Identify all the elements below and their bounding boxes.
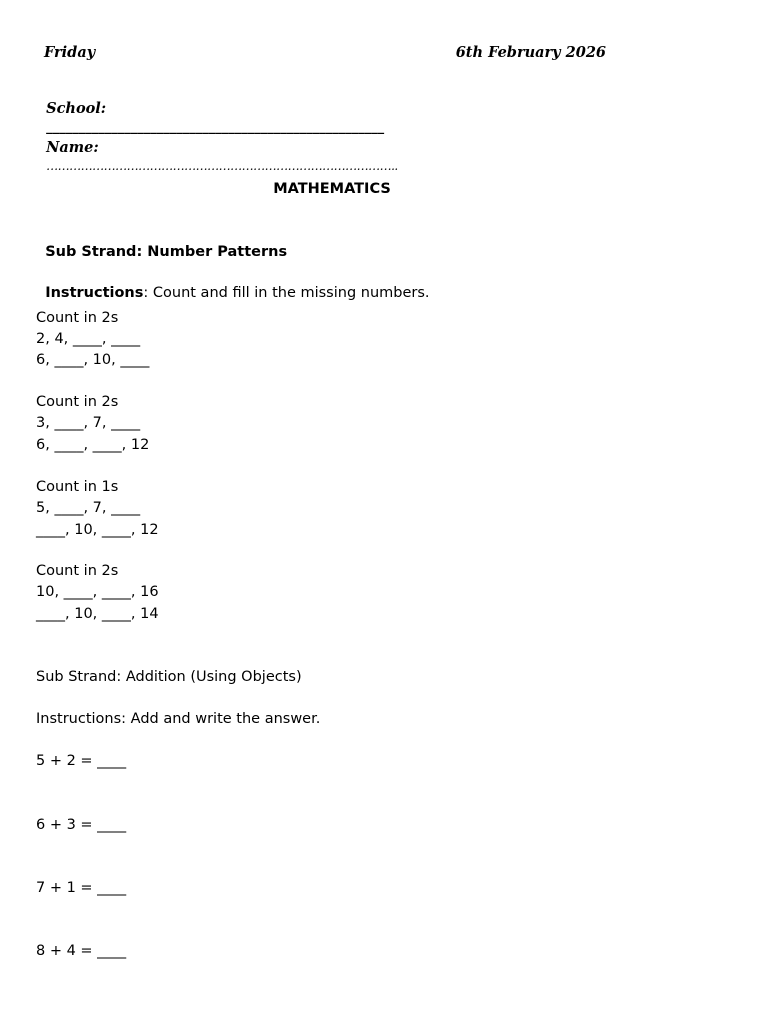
group-2-line-1: 3, ____, 7, ____ [36, 415, 141, 431]
date-label: 6th February 2026 [455, 44, 606, 61]
group-3-heading: Count in 1s [36, 479, 119, 495]
group-3-line-1: 5, ____, 7, ____ [36, 500, 141, 516]
instructions-1 [36, 266, 430, 302]
name-label: Name: [46, 139, 99, 156]
group-1-heading: Count in 2s [36, 310, 119, 326]
group-4-line-1: 10, ____, ____, 16 [36, 584, 159, 600]
addition-problem-3: 7 + 1 = ____ [36, 880, 127, 896]
group-2-line-2: 6, ____, ____, 12 [36, 437, 150, 453]
group-4-line-2: ____, 10, ____, 14 [36, 606, 159, 622]
day-label: Friday [44, 44, 96, 61]
name-dotted-line: ……………………………………………………………………………….. [46, 159, 398, 173]
group-2-heading: Count in 2s [36, 394, 119, 410]
sub-strand-1-label: Sub Strand [45, 244, 137, 260]
group-3-line-2: ____, 10, ____, 12 [36, 522, 159, 538]
name-row [36, 121, 398, 175]
school-label: School: [46, 100, 107, 117]
school-blank-line: ____________________________________________________ [46, 120, 385, 135]
sub-strand-1-value: : Number Patterns [136, 244, 288, 260]
group-4-heading: Count in 2s [36, 563, 119, 579]
sub-strand-2: Sub Strand: Addition (Using Objects) [36, 669, 302, 685]
instructions-1-label: Instructions [45, 285, 144, 301]
group-1-line-1: 2, 4, ____, ____ [36, 331, 141, 347]
instructions-1-value: : Count and fill in the missing numbers. [143, 285, 430, 301]
group-1-line-2: 6, ____, 10, ____ [36, 352, 150, 368]
addition-problem-4: 8 + 4 = ____ [36, 943, 127, 959]
addition-problem-1: 5 + 2 = ____ [36, 753, 127, 769]
sub-strand-1 [36, 225, 287, 261]
page-title: MATHEMATICS [273, 181, 391, 197]
instructions-2: Instructions: Add and write the answer. [36, 711, 321, 727]
addition-problem-2: 6 + 3 = ____ [36, 817, 127, 833]
